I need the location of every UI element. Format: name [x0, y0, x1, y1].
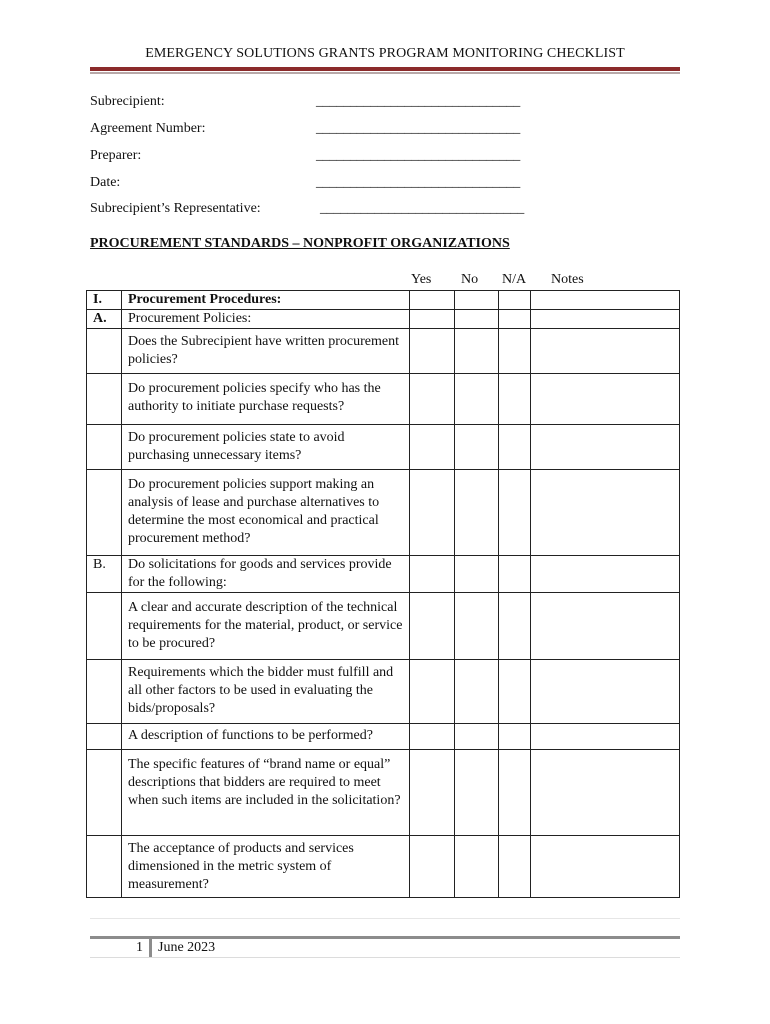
row-question: The acceptance of products and services dimensioned in the metric system of measurement?: [122, 836, 410, 898]
agreement-number-label: Agreement Number:: [90, 121, 206, 136]
yes-cell[interactable]: [410, 425, 455, 470]
row-number: [87, 836, 122, 898]
footer-rule-bottom: [90, 957, 680, 958]
header-rule-shadow: [90, 72, 680, 74]
row-number: A.: [87, 310, 122, 329]
column-header-no: No: [461, 272, 479, 287]
no-cell[interactable]: [455, 470, 499, 556]
row-number: [87, 660, 122, 724]
notes-cell[interactable]: [531, 660, 680, 724]
agreement-number-blank[interactable]: ______________________________: [316, 121, 521, 136]
preparer-label: Preparer:: [90, 148, 142, 163]
na-cell[interactable]: [499, 750, 531, 836]
representative-blank[interactable]: ______________________________: [320, 201, 525, 216]
no-cell[interactable]: [455, 425, 499, 470]
footer-divider: [149, 939, 152, 957]
no-cell[interactable]: [455, 836, 499, 898]
footer-date: June 2023: [158, 940, 216, 955]
row-number: [87, 374, 122, 425]
na-cell[interactable]: [499, 593, 531, 660]
row-question: Do procurement policies state to avoid purchasing unnecessary items?: [122, 425, 410, 470]
table-row: [87, 374, 680, 425]
yes-cell[interactable]: [410, 310, 455, 329]
yes-cell[interactable]: [410, 724, 455, 750]
row-question: Procurement Procedures:: [122, 291, 410, 310]
table-row: [87, 291, 680, 310]
na-cell[interactable]: [499, 329, 531, 374]
table-row: [87, 750, 680, 836]
na-cell[interactable]: [499, 724, 531, 750]
representative-label: Subrecipient’s Representative:: [90, 201, 261, 216]
row-question: The specific features of “brand name or equal” descriptions that bidders are required to meet when such items are included in the solicitation?: [122, 750, 410, 836]
no-cell[interactable]: [455, 329, 499, 374]
no-cell[interactable]: [455, 310, 499, 329]
yes-cell[interactable]: [410, 470, 455, 556]
row-question: Procurement Policies:: [122, 310, 410, 329]
yes-cell[interactable]: [410, 291, 455, 310]
row-question: Do solicitations for goods and services provide for the following:: [122, 556, 410, 593]
subrecipient-blank[interactable]: ______________________________: [316, 94, 521, 109]
na-cell[interactable]: [499, 291, 531, 310]
date-label: Date:: [90, 175, 121, 190]
yes-cell[interactable]: [410, 836, 455, 898]
row-question: Do procurement policies specify who has the authority to initiate purchase requests?: [122, 374, 410, 425]
checklist-table: [86, 290, 680, 898]
row-number: [87, 750, 122, 836]
na-cell[interactable]: [499, 425, 531, 470]
notes-cell[interactable]: [531, 593, 680, 660]
row-question: A clear and accurate description of the technical requirements for the material, product, or service to be procured?: [122, 593, 410, 660]
table-row: [87, 593, 680, 660]
row-question: Requirements which the bidder must fulfill and all other factors to be used in evaluating the bids/proposals?: [122, 660, 410, 724]
row-number: I.: [87, 291, 122, 310]
subrecipient-label: Subrecipient:: [90, 94, 165, 109]
no-cell[interactable]: [455, 660, 499, 724]
notes-cell[interactable]: [531, 310, 680, 329]
na-cell[interactable]: [499, 310, 531, 329]
na-cell[interactable]: [499, 470, 531, 556]
table-row: [87, 310, 680, 329]
notes-cell[interactable]: [531, 329, 680, 374]
row-number: [87, 425, 122, 470]
na-cell[interactable]: [499, 660, 531, 724]
notes-cell[interactable]: [531, 470, 680, 556]
no-cell[interactable]: [455, 291, 499, 310]
row-question: A description of functions to be performed?: [122, 724, 410, 750]
no-cell[interactable]: [455, 750, 499, 836]
no-cell[interactable]: [455, 374, 499, 425]
notes-cell[interactable]: [531, 291, 680, 310]
no-cell[interactable]: [455, 724, 499, 750]
row-question: Does the Subrecipient have written procurement policies?: [122, 329, 410, 374]
row-number: [87, 593, 122, 660]
document-title: EMERGENCY SOLUTIONS GRANTS PROGRAM MONITORING CHECKLIST: [145, 46, 625, 61]
yes-cell[interactable]: [410, 593, 455, 660]
table-row: [87, 470, 680, 556]
date-blank[interactable]: ______________________________: [316, 175, 521, 190]
table-row: [87, 660, 680, 724]
yes-cell[interactable]: [410, 329, 455, 374]
column-header-na: N/A: [502, 272, 527, 287]
notes-cell[interactable]: [531, 836, 680, 898]
yes-cell[interactable]: [410, 750, 455, 836]
footer-rule-light: [90, 918, 680, 919]
notes-cell[interactable]: [531, 556, 680, 593]
row-number: [87, 724, 122, 750]
header-rule: [90, 67, 680, 71]
row-number: B.: [87, 556, 122, 593]
no-cell[interactable]: [455, 556, 499, 593]
table-row: [87, 556, 680, 593]
table-row: [87, 836, 680, 898]
column-header-notes: Notes: [551, 272, 584, 287]
notes-cell[interactable]: [531, 750, 680, 836]
notes-cell[interactable]: [531, 374, 680, 425]
footer-rule: [90, 936, 680, 939]
yes-cell[interactable]: [410, 660, 455, 724]
column-header-yes: Yes: [411, 272, 432, 287]
table-row: [87, 724, 680, 750]
na-cell[interactable]: [499, 836, 531, 898]
page-number: 1: [136, 940, 143, 955]
notes-cell[interactable]: [531, 425, 680, 470]
table-row: [87, 329, 680, 374]
na-cell[interactable]: [499, 556, 531, 593]
row-question: Do procurement policies support making an analysis of lease and purchase alternatives to determine the most economical and practical procurement method?: [122, 470, 410, 556]
yes-cell[interactable]: [410, 556, 455, 593]
table-row: [87, 425, 680, 470]
row-number: [87, 470, 122, 556]
notes-cell[interactable]: [531, 724, 680, 750]
yes-cell[interactable]: [410, 374, 455, 425]
section-title: PROCUREMENT STANDARDS – NONPROFIT ORGANIZATIONS: [90, 236, 510, 251]
preparer-blank[interactable]: ______________________________: [316, 148, 521, 163]
no-cell[interactable]: [455, 593, 499, 660]
row-number: [87, 329, 122, 374]
na-cell[interactable]: [499, 374, 531, 425]
